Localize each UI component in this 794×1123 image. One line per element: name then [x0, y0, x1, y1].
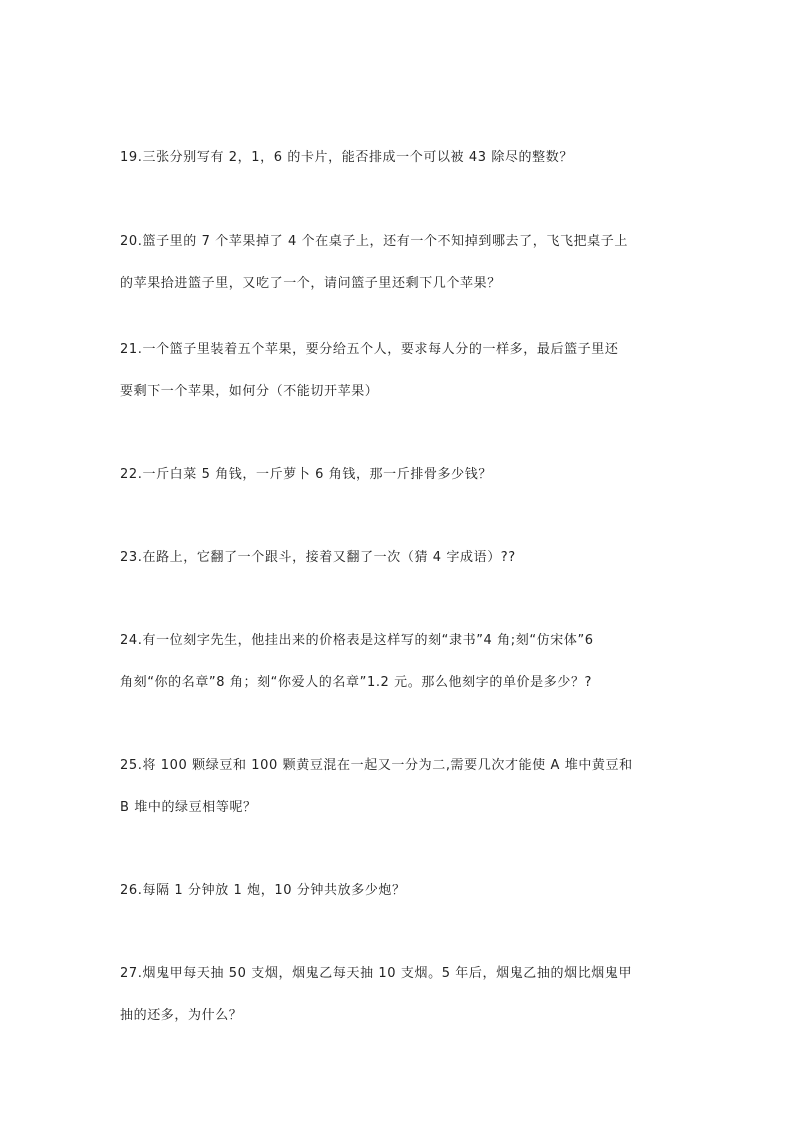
question-22-line-1: 22.一斤白菜 5 角钱，一斤萝卜 6 角钱，那一斤排骨多少钱？ [120, 467, 492, 482]
question-20-line-2: 的苹果拾进篮子里，又吃了一个，请问篮子里还剩下几个苹果？ [120, 276, 501, 291]
question-25-line-1: 25.将 100 颗绿豆和 100 颗黄豆混在一起又一分为二,需要几次才能使 A 堆中黄豆和 [120, 758, 633, 773]
question-26-line-1: 26.每隔 1 分钟放 1 炮，10 分钟共放多少炮？ [120, 883, 406, 898]
question-27-line-2: 抽的还多，为什么？ [120, 1008, 243, 1023]
question-27-line-1: 27.烟鬼甲每天抽 50 支烟，烟鬼乙每天抽 10 支烟。5 年后，烟鬼乙抽的烟比烟鬼甲 [120, 966, 633, 981]
question-21-line-2: 要剩下一个苹果，如何分（不能切开苹果） [120, 384, 379, 399]
question-19-line-1: 19.三张分别写有 2，1，6 的卡片，能否排成一个可以被 43 除尽的整数？ [120, 150, 573, 165]
question-24-line-2: 角刻“你的名章”8 角；刻“你爱人的名章”1.2 元。那么他刻字的单价是多少？? [120, 675, 593, 690]
question-24-line-1: 24.有一位刻字先生，他挂出来的价格表是这样写的刻“隶书”4 角;刻“仿宋体”6 [120, 633, 594, 648]
question-20-line-1: 20.篮子里的 7 个苹果掉了 4 个在桌子上，还有一个不知掉到哪去了，飞飞把桌子上 [120, 234, 628, 249]
question-23-line-1: 23.在路上，它翻了一个跟斗，接着又翻了一次（猜 4 字成语）?? [120, 550, 516, 565]
question-25-line-2: B 堆中的绿豆相等呢？ [120, 800, 257, 815]
question-21-line-1: 21.一个篮子里装着五个苹果，要分给五个人，要求每人分的一样多，最后篮子里还 [120, 342, 619, 357]
